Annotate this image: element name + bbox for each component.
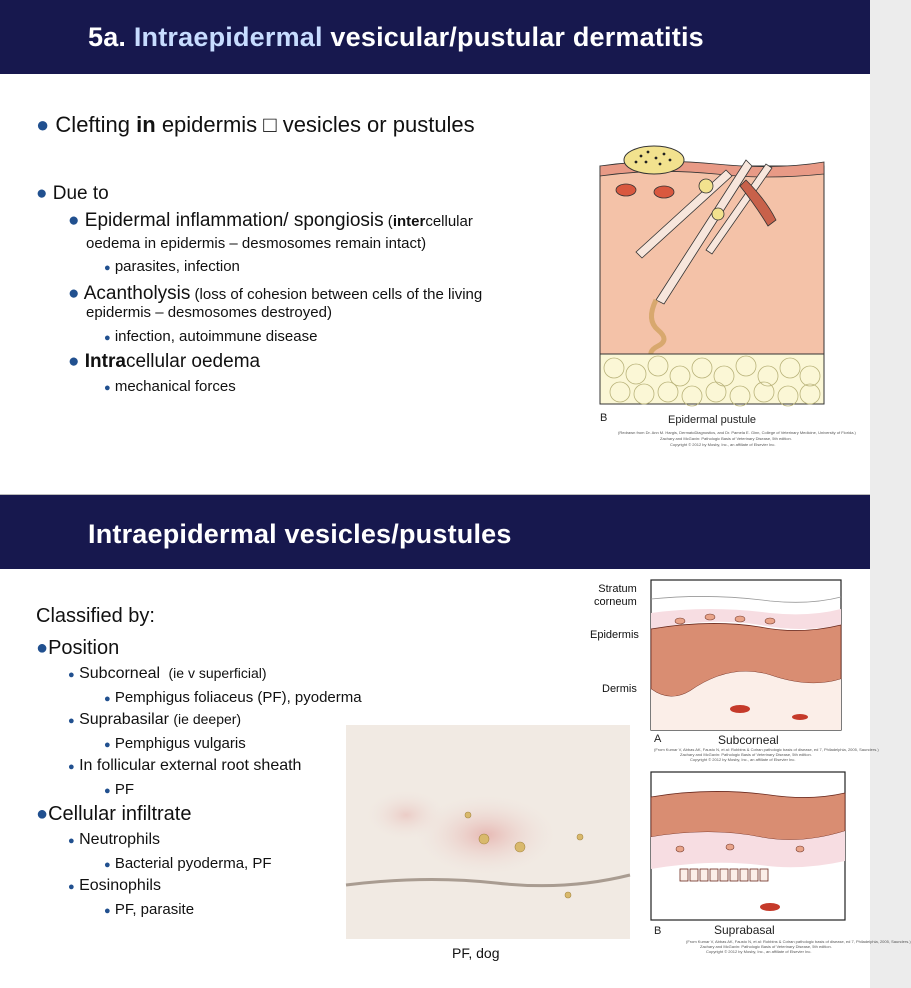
sub-spongiosis-line2: oedema in epidermis – desmosomes remain intact)	[86, 235, 427, 252]
slide-2	[0, 494, 911, 988]
sub-acantholysis: ● Acantholysis (loss of cohesion between cells of the living	[68, 283, 483, 304]
bullet-clefting: ● Clefting in epidermis □ vesicles or pustules	[36, 112, 475, 137]
classified-by: Classified by:	[36, 605, 155, 627]
slide-1-title: 5a. Intraepidermal vesicular/pustular dermatitis	[88, 22, 704, 52]
bullet-position: ●Position	[36, 637, 120, 659]
epidermal-pustule-illustration	[596, 140, 828, 412]
sub-intracellular-item: ● mechanical forces	[104, 378, 236, 395]
figure-a-caption: Subcorneal	[718, 733, 779, 747]
figure-a-credit-1: (From Kumar V, Abbas AK, Fausto N, et al: Robbins & Cotran pathologic basis of disease, ed 7, Philadelphia, 2005, Saunders.)	[654, 747, 879, 752]
pf-dog-photo	[346, 725, 630, 939]
sub-suprabasilar: ● Suprabasilar (ie deeper)	[68, 711, 242, 728]
figure-b-credit-1: (From Kumar V, Abbas AK, Fausto N, et al: Robbins & Cotran pathologic basis of disease, ed 7, Philadelphia, 2005, Saunders.)	[686, 939, 911, 944]
sub-eosinophils-item: ● PF, parasite	[104, 901, 195, 918]
sub-subcorneal: ● Subcorneal (ie v superficial)	[68, 665, 267, 682]
bullet-dot-icon: ●	[68, 835, 75, 847]
bullet-dot-icon: ●	[104, 332, 111, 344]
bullet-dot-icon: ●	[68, 669, 75, 681]
figure-b-caption: Suprabasal	[714, 923, 775, 937]
bullet-dot-icon: ●	[36, 803, 49, 825]
sub-intracellular: ● Intracellular oedema	[68, 351, 261, 372]
bullet-dot-icon: ●	[104, 859, 111, 871]
bullet-dot-icon: ●	[104, 262, 111, 274]
sub-follicular-item: ● PF	[104, 781, 134, 798]
bullet-dot-icon: ●	[104, 382, 111, 394]
bullet-cellular: ●Cellular infiltrate	[36, 803, 192, 825]
bullet-dot-icon: ●	[68, 715, 75, 727]
bullet-dot-icon: ●	[36, 637, 49, 659]
subcorneal-illustration	[650, 579, 842, 731]
sub-eosinophils: ● Eosinophils	[68, 877, 161, 894]
sub-suprabasilar-item: ● Pemphigus vulgaris	[104, 735, 246, 752]
figure-credit-2: Zachary and McGavin: Pathologic Basis of Veterinary Disease, 5th edition.	[660, 436, 792, 441]
bullet-dot-icon: ●	[104, 693, 111, 705]
figure-a-credit-3: Copyright © 2012 by Mosby, Inc., an affiliate of Elsevier Inc.	[690, 757, 796, 762]
sub-neutrophils-item: ● Bacterial pyoderma, PF	[104, 855, 272, 872]
figure-credit-3: Copyright © 2012 by Mosby, Inc., an affiliate of Elsevier Inc.	[670, 442, 776, 447]
title-highlight: Intraepidermal	[133, 22, 323, 52]
bullet-dot-icon: ●	[104, 739, 111, 751]
figure-a-letter: A	[654, 733, 662, 745]
sub-spongiosis: ● Epidermal inflammation/ spongiosis (intercellular	[68, 210, 473, 231]
figure-b-credit-3: Copyright © 2012 by Mosby, Inc., an affiliate of Elsevier Inc.	[706, 949, 812, 954]
figure-caption: Epidermal pustule	[668, 414, 757, 426]
figure-letter-b: B	[600, 412, 608, 424]
bullet-due-to: ● Due to	[36, 183, 109, 204]
slide-2-title-bar	[0, 495, 870, 569]
sub-neutrophils: ● Neutrophils	[68, 831, 161, 848]
slide-1-title-bar	[0, 0, 870, 74]
label-stratum-corneum: Stratum corneum	[594, 583, 637, 608]
figure-a-credit-2: Zachary and McGavin: Pathologic Basis of Veterinary Disease, 5th edition.	[680, 752, 812, 757]
figure-b-letter: B	[654, 925, 662, 937]
sub-acantholysis-item: ● infection, autoimmune disease	[104, 328, 318, 345]
bullet-dot-icon: ●	[68, 283, 80, 304]
sub-spongiosis-item: ● parasites, infection	[104, 258, 240, 275]
sub-acantholysis-line2: epidermis – desmosomes destroyed)	[86, 304, 332, 321]
bullet-dot-icon: ●	[68, 881, 75, 893]
figure-credit-1: (Redrawn from Dr. Ann M. Hargis, DermatoDiagnostics, and Dr. Pamela E. Ginn, College of Veterinary Medicine, University of Florida.)	[618, 430, 856, 435]
photo-caption: PF, dog	[452, 945, 500, 961]
slide-2-title: Intraepidermal vesicles/pustules	[88, 519, 512, 549]
label-dermis: Dermis	[602, 683, 637, 695]
bullet-dot-icon: ●	[104, 785, 111, 797]
bullet-dot-icon: ●	[104, 905, 111, 917]
slide-1	[0, 0, 870, 494]
label-epidermis: Epidermis	[590, 629, 639, 641]
figure-b-credit-2: Zachary and McGavin: Pathologic Basis of Veterinary Disease, 5th edition.	[700, 944, 832, 949]
bullet-dot-icon: ●	[68, 351, 80, 372]
sub-follicular: ● In follicular external root sheath	[68, 757, 302, 774]
bullet-dot-icon: ●	[68, 761, 75, 773]
sub-subcorneal-item: ● Pemphigus foliaceus (PF), pyoderma	[104, 689, 362, 706]
suprabasal-illustration	[650, 771, 846, 921]
bullet-dot-icon: ●	[36, 183, 48, 204]
bullet-dot-icon: ●	[68, 210, 80, 231]
bullet-dot-icon: ●	[36, 112, 50, 137]
